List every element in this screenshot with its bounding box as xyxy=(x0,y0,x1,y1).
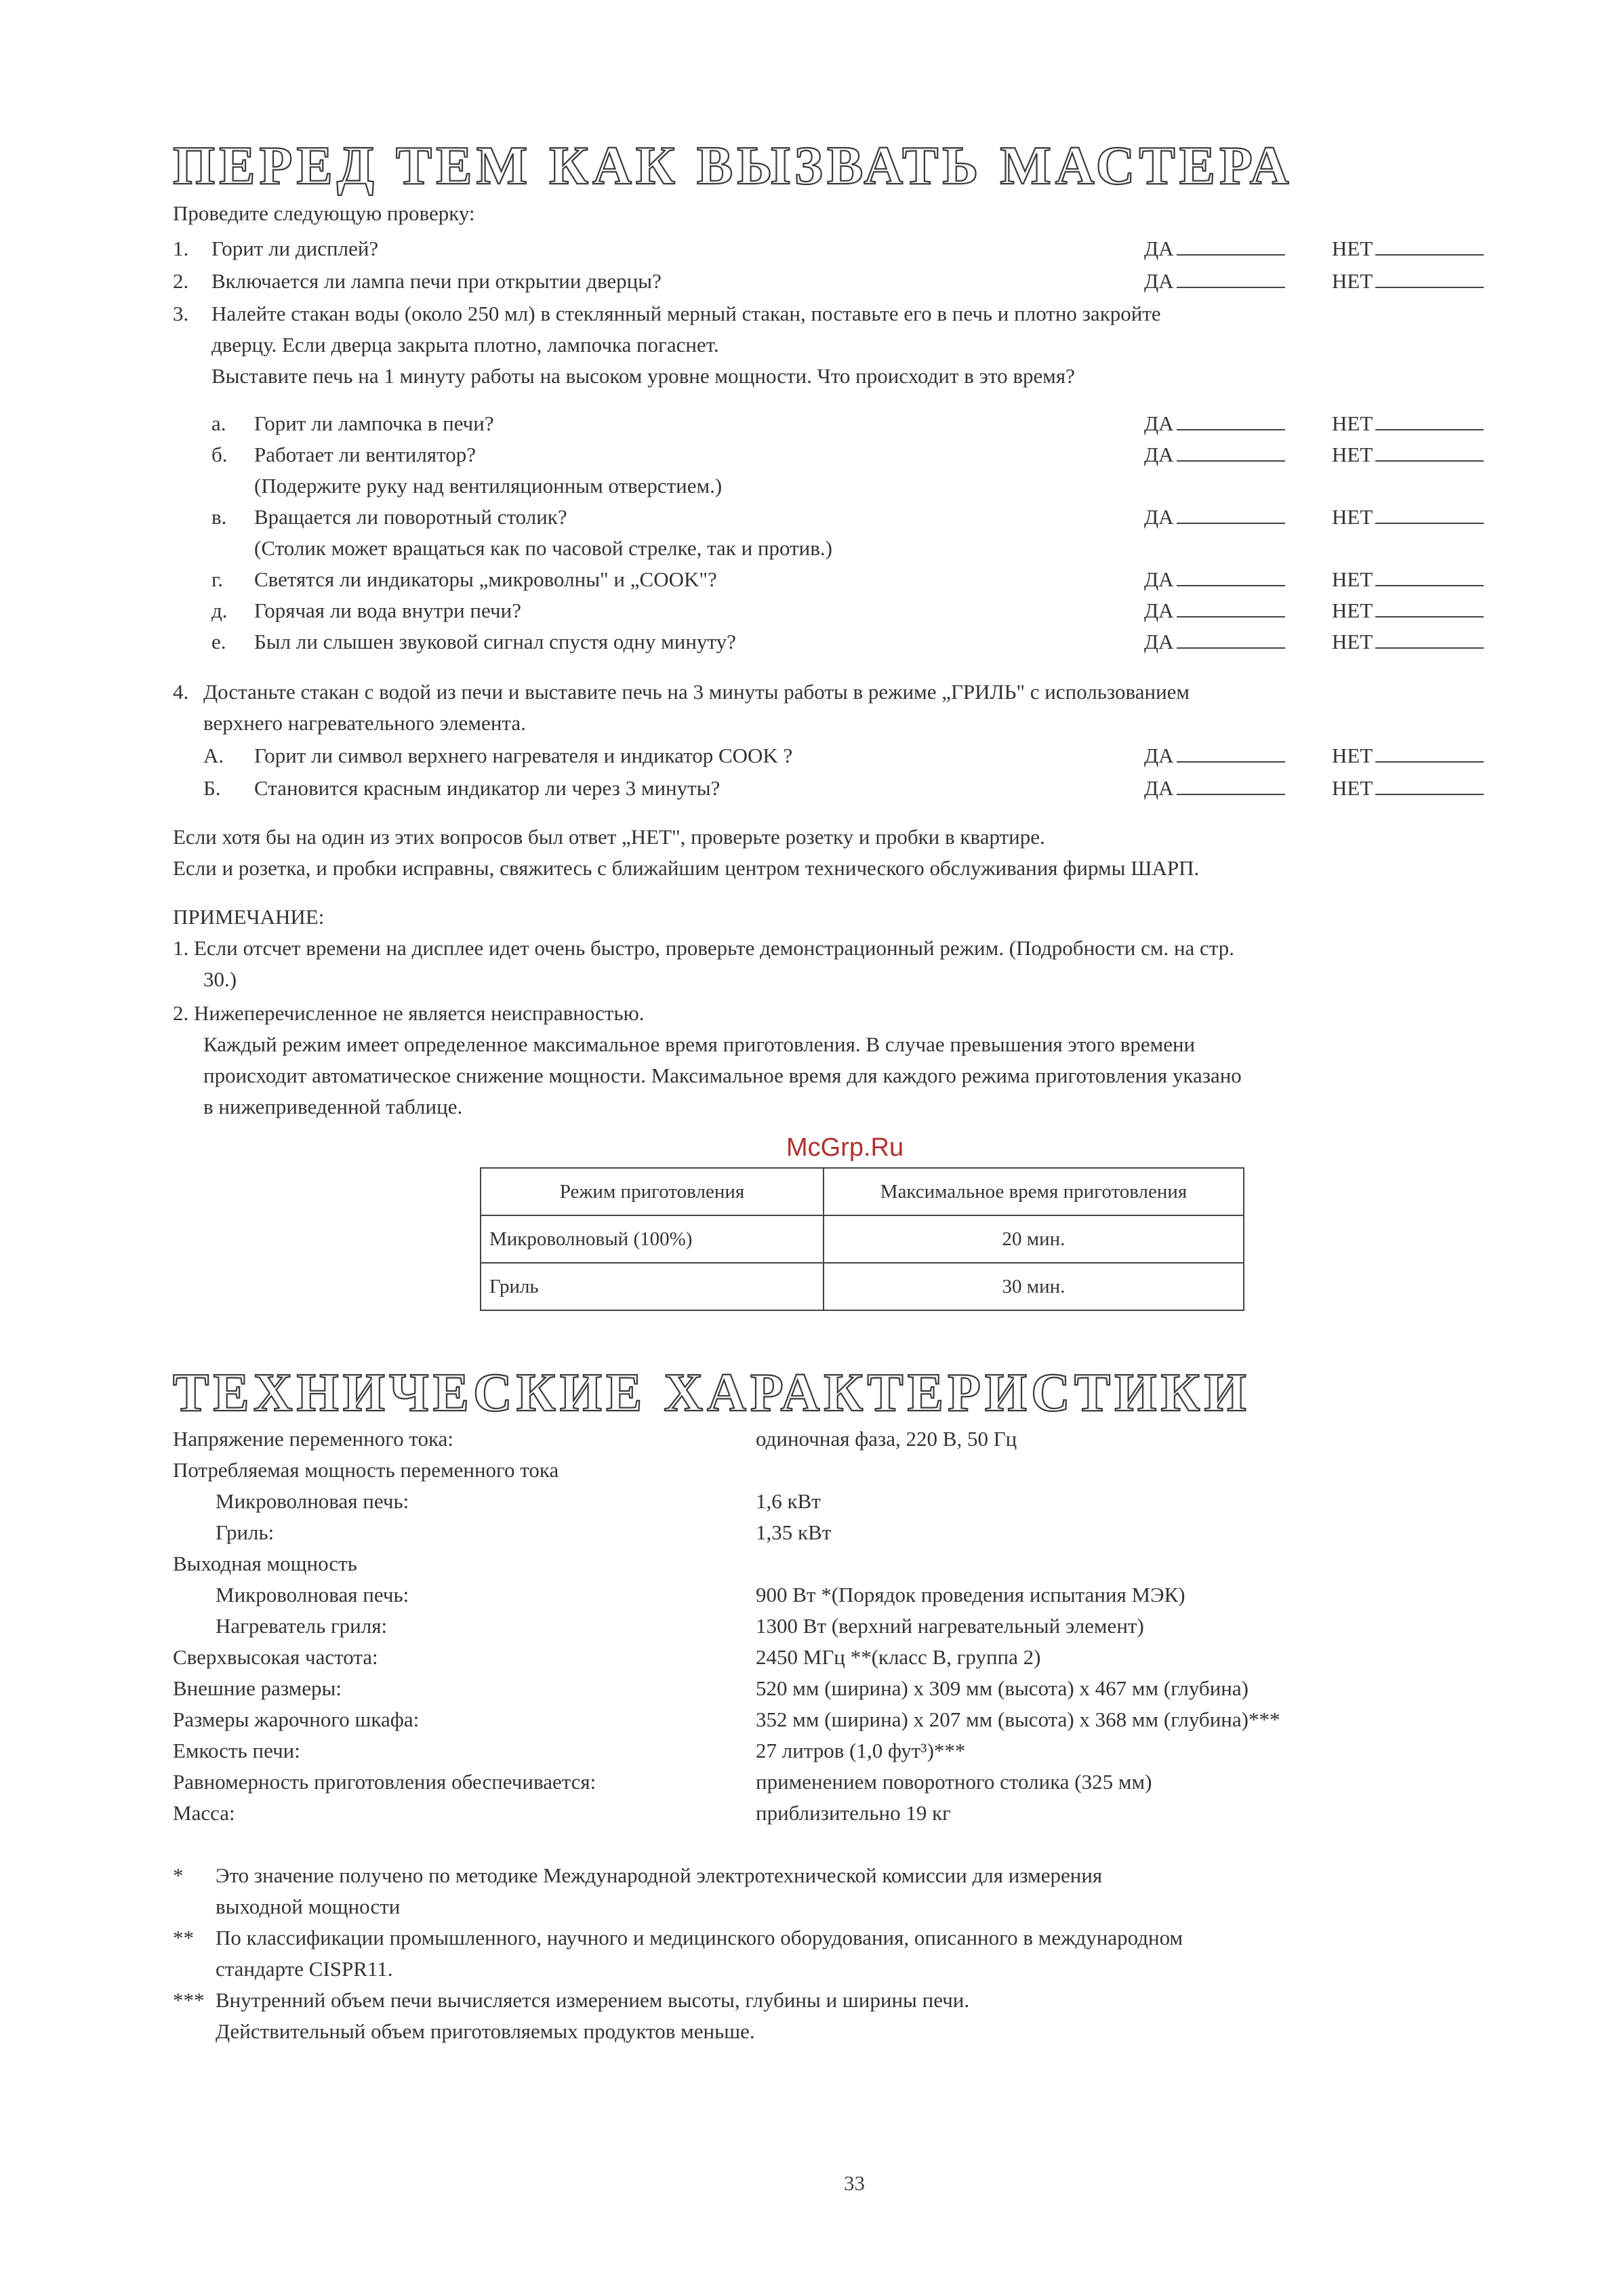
answer-yes-q1[interactable] xyxy=(1144,233,1285,264)
spec-value: 2450 МГц **(класс В, группа 2) xyxy=(756,1645,1041,1669)
answer-line xyxy=(1375,266,1484,288)
spec-power-in-mw xyxy=(173,1486,1528,1517)
sub-question-mark: в. xyxy=(211,505,227,529)
spec-value: 1,35 кВт xyxy=(756,1520,832,1544)
table-cell: Микроволновый (100%) xyxy=(481,1215,824,1263)
yes-label: ДА xyxy=(1144,599,1174,622)
no-label: НЕТ xyxy=(1332,443,1373,466)
question-1 xyxy=(173,233,1528,264)
answer-line xyxy=(1375,409,1484,430)
max-time-table xyxy=(480,1167,1244,1311)
question-3-line-3: Выставите печь на 1 минуту работы на высоком уровне мощности. Что происходит в это время? xyxy=(211,364,1075,388)
answer-line xyxy=(1177,440,1285,462)
sub-question-mark: б. xyxy=(211,443,228,466)
answer-yes-v[interactable] xyxy=(1144,502,1285,533)
intro-text: Проведите следующую проверку: xyxy=(173,201,475,225)
spec-grill-heater xyxy=(173,1611,1528,1642)
answer-yes-A[interactable] xyxy=(1144,740,1285,771)
no-label: НЕТ xyxy=(1332,630,1373,653)
footnote-3-line-2: Действительный объем приготовляемых продуктов меньше. xyxy=(216,2019,755,2043)
question-3-line-2: дверцу. Если дверца закрыта плотно, лампочка погаснет. xyxy=(211,333,719,357)
answer-line xyxy=(1177,234,1285,256)
spec-voltage xyxy=(173,1423,1528,1455)
footnote-1-line-2: выходной мощности xyxy=(216,1895,401,1918)
no-label: НЕТ xyxy=(1332,269,1373,293)
spec-value: одиночная фаза, 220 В, 50 Гц xyxy=(756,1427,1017,1451)
sub-question-mark: Б. xyxy=(203,776,221,800)
sub-question-text: Становится красным индикатор ли через 3 минуты? xyxy=(254,776,720,800)
footnote-2-line-2: стандарте CISPR11. xyxy=(216,1957,393,1981)
spec-weight xyxy=(173,1798,1528,1829)
answer-yes-e[interactable] xyxy=(1144,626,1285,658)
table-cell: 30 мин. xyxy=(824,1263,1244,1310)
question-number: 4. xyxy=(173,680,189,704)
spec-value: 1,6 кВт xyxy=(756,1489,821,1513)
spec-value: приблизительно 19 кг xyxy=(756,1801,951,1825)
no-label: НЕТ xyxy=(1332,599,1373,622)
answer-no-A[interactable] xyxy=(1332,740,1484,771)
spec-value: 900 Вт *(Порядок проведения испытания МЭК) xyxy=(756,1583,1185,1607)
answer-no-q2[interactable] xyxy=(1332,266,1484,297)
spec-value: 27 литров (1,0 фут³)*** xyxy=(756,1739,966,1762)
answer-line xyxy=(1177,741,1285,763)
note-title: ПРИМЕЧАНИЕ: xyxy=(173,905,325,929)
sub-question-v-note: (Столик может вращаться как по часовой стрелке, так и против.) xyxy=(254,536,832,560)
footnote-2-line-1: По классификации промышленного, научного и медицинского оборудования, описанного в международном xyxy=(216,1926,1183,1949)
spec-label: Микроволновая печь: xyxy=(216,1583,409,1607)
spec-external-dimensions xyxy=(173,1673,1528,1704)
question-text: Включается ли лампа печи при открытии дверцы? xyxy=(211,269,662,293)
sub-question-b-note: (Подержите руку над вентиляционным отверстием.) xyxy=(254,474,723,498)
yes-label: ДА xyxy=(1144,269,1174,293)
spec-label: Внешние размеры: xyxy=(173,1676,342,1700)
sub-question-mark: е. xyxy=(211,630,226,653)
answer-line xyxy=(1177,565,1285,586)
answer-line xyxy=(1177,409,1285,430)
spec-value: применением поворотного столика (325 мм) xyxy=(756,1770,1152,1794)
answer-line xyxy=(1375,234,1484,256)
sub-question-mark: а. xyxy=(211,411,226,435)
spec-label: Размеры жарочного шкафа: xyxy=(173,1708,420,1731)
spec-label: Сверхвысокая частота: xyxy=(173,1645,378,1669)
spec-label: Выходная мощность xyxy=(173,1552,357,1575)
no-label: НЕТ xyxy=(1332,411,1373,435)
spec-label: Масса: xyxy=(173,1801,235,1825)
no-label: НЕТ xyxy=(1332,567,1373,591)
answer-line xyxy=(1177,502,1285,524)
sub-question-text: Работает ли вентилятор? xyxy=(254,443,476,466)
spec-value: 352 мм (ширина) x 207 мм (высота) x 368 мм (глубина)*** xyxy=(756,1708,1280,1731)
note-2-line-2: Каждый режим имеет определенное максимальное время приготовления. В случае превышения этого времени xyxy=(203,1032,1196,1056)
sub-question-text: Горит ли лампочка в печи? xyxy=(254,411,494,435)
answer-line xyxy=(1375,502,1484,524)
spec-label: Нагреватель гриля: xyxy=(216,1614,388,1638)
answer-yes-a[interactable] xyxy=(1144,408,1285,439)
yes-label: ДА xyxy=(1144,630,1174,653)
answer-line xyxy=(1177,266,1285,288)
spec-value: 520 мм (ширина) x 309 мм (высота) x 467 мм (глубина) xyxy=(756,1676,1249,1700)
spec-value: 1300 Вт (верхний нагревательный элемент) xyxy=(756,1614,1144,1638)
yes-label: ДА xyxy=(1144,237,1174,260)
no-label: НЕТ xyxy=(1332,744,1373,767)
answer-yes-q2[interactable] xyxy=(1144,266,1285,297)
table-cell: Гриль xyxy=(481,1263,824,1310)
spec-uniform-cooking xyxy=(173,1766,1528,1798)
answer-no-v[interactable] xyxy=(1332,502,1484,533)
yes-label: ДА xyxy=(1144,776,1174,800)
footnote-mark: * xyxy=(173,1863,184,1887)
question-number: 1. xyxy=(173,237,189,260)
note-1-line-1: 1. Если отсчет времени на дисплее идет очень быстро, проверьте демонстрационный режим. (Подробности см. на стр. xyxy=(173,936,1234,960)
table-cell: 20 мин. xyxy=(824,1215,1244,1263)
note-2-line-3: происходит автоматическое снижение мощности. Максимальное время для каждого режима приготовления указано xyxy=(203,1064,1242,1087)
spec-power-in xyxy=(173,1455,1528,1486)
sub-question-text: Горит ли символ верхнего нагревателя и индикатор COOK ? xyxy=(254,744,793,767)
sub-question-text: Горячая ли вода внутри печи? xyxy=(254,599,521,622)
check-socket-text: Если хотя бы на один из этих вопросов был ответ „НЕТ", проверьте розетку и пробки в квартире. xyxy=(173,825,1045,849)
spec-frequency xyxy=(173,1642,1528,1673)
table-header-row xyxy=(481,1168,1244,1215)
table-row xyxy=(481,1263,1244,1310)
spec-power-out xyxy=(173,1548,1528,1579)
answer-yes-B[interactable] xyxy=(1144,773,1285,804)
question-number: 2. xyxy=(173,269,189,293)
spec-capacity xyxy=(173,1735,1528,1766)
troubleshoot-title: ПЕРЕД ТЕМ КАК ВЫЗВАТЬ МАСТЕРА xyxy=(173,136,1293,196)
answer-line xyxy=(1375,773,1484,795)
question-2 xyxy=(173,266,1528,297)
footnote-3-line-1: Внутренний объем печи вычисляется измерением высоты, глубины и ширины печи. xyxy=(216,1988,970,2012)
page-number: 33 xyxy=(844,2171,865,2195)
answer-no-a[interactable] xyxy=(1332,408,1484,439)
note-2-line-4: в нижеприведенной таблице. xyxy=(203,1095,463,1118)
spec-cavity-dimensions xyxy=(173,1704,1528,1735)
specs-title: ТЕХНИЧЕСКИЕ ХАРАКТЕРИСТИКИ xyxy=(173,1363,1251,1423)
answer-line xyxy=(1375,440,1484,462)
yes-label: ДА xyxy=(1144,505,1174,529)
spec-label: Равномерность приготовления обеспечивается: xyxy=(173,1770,596,1794)
question-text: Горит ли дисплей? xyxy=(211,237,379,260)
answer-no-q1[interactable] xyxy=(1332,233,1484,264)
contact-service-text: Если и розетка, и пробки исправны, свяжитесь с ближайшим центром технического обслуживания фирмы ШАРП. xyxy=(173,856,1200,880)
answer-no-e[interactable] xyxy=(1332,626,1484,658)
sub-question-mark: А. xyxy=(203,744,224,767)
answer-line xyxy=(1177,627,1285,649)
sub-question-mark: г. xyxy=(211,567,223,591)
sub-question-text: Вращается ли поворотный столик? xyxy=(254,505,567,529)
spec-label: Микроволновая печь: xyxy=(216,1489,409,1513)
spec-power-in-grill xyxy=(173,1517,1528,1548)
answer-no-g[interactable] xyxy=(1332,564,1484,595)
question-4-line-2: верхнего нагревательного элемента. xyxy=(203,711,526,735)
no-label: НЕТ xyxy=(1332,776,1373,800)
answer-no-b[interactable] xyxy=(1332,439,1484,470)
sub-question-text: Светятся ли индикаторы „микроволны" и „COOK"? xyxy=(254,567,717,591)
spec-label: Емкость печи: xyxy=(173,1739,300,1762)
yes-label: ДА xyxy=(1144,443,1174,466)
answer-line xyxy=(1375,627,1484,649)
answer-yes-b[interactable] xyxy=(1144,439,1285,470)
note-2-line-1: 2. Нижеперечисленное не является неисправностью. xyxy=(173,1001,645,1025)
answer-yes-g[interactable] xyxy=(1144,564,1285,595)
answer-no-B[interactable] xyxy=(1332,773,1484,804)
note-1-line-2: 30.) xyxy=(203,967,237,991)
table-row xyxy=(481,1215,1244,1263)
spec-label: Гриль: xyxy=(216,1520,275,1544)
answer-line xyxy=(1177,773,1285,795)
yes-label: ДА xyxy=(1144,567,1174,591)
yes-label: ДА xyxy=(1144,744,1174,767)
question-text-line-1: Достаньте стакан с водой из печи и выставите печь на 3 минуты работы в режиме „ГРИЛЬ" с использованием xyxy=(203,680,1190,704)
no-label: НЕТ xyxy=(1332,505,1373,529)
answer-no-d[interactable] xyxy=(1332,595,1484,626)
question-text-line-1: Налейте стакан воды (около 250 мл) в стеклянный мерный стакан, поставьте его в печь и плотно закройте xyxy=(211,302,1161,325)
spec-power-out-mw xyxy=(173,1579,1528,1611)
spec-label: Напряжение переменного тока: xyxy=(173,1427,454,1451)
sub-question-text: Был ли слышен звуковой сигнал спустя одну минуту? xyxy=(254,630,736,653)
question-number: 3. xyxy=(173,302,189,325)
answer-line xyxy=(1375,596,1484,618)
answer-line xyxy=(1375,741,1484,763)
table-header: Максимальное время приготовления xyxy=(824,1168,1244,1215)
spec-label: Потребляемая мощность переменного тока xyxy=(173,1458,559,1482)
footnote-1-line-1: Это значение получено по методике Международной электротехнической комиссии для измерения xyxy=(216,1863,1103,1887)
table-header: Режим приготовления xyxy=(481,1168,824,1215)
watermark: McGrp.Ru xyxy=(786,1133,904,1162)
sub-question-mark: д. xyxy=(211,599,228,622)
yes-label: ДА xyxy=(1144,411,1174,435)
footnote-mark: *** xyxy=(173,1988,205,2012)
no-label: НЕТ xyxy=(1332,237,1373,260)
answer-line xyxy=(1177,596,1285,618)
answer-yes-d[interactable] xyxy=(1144,595,1285,626)
answer-line xyxy=(1375,565,1484,586)
footnote-mark: ** xyxy=(173,1926,194,1949)
